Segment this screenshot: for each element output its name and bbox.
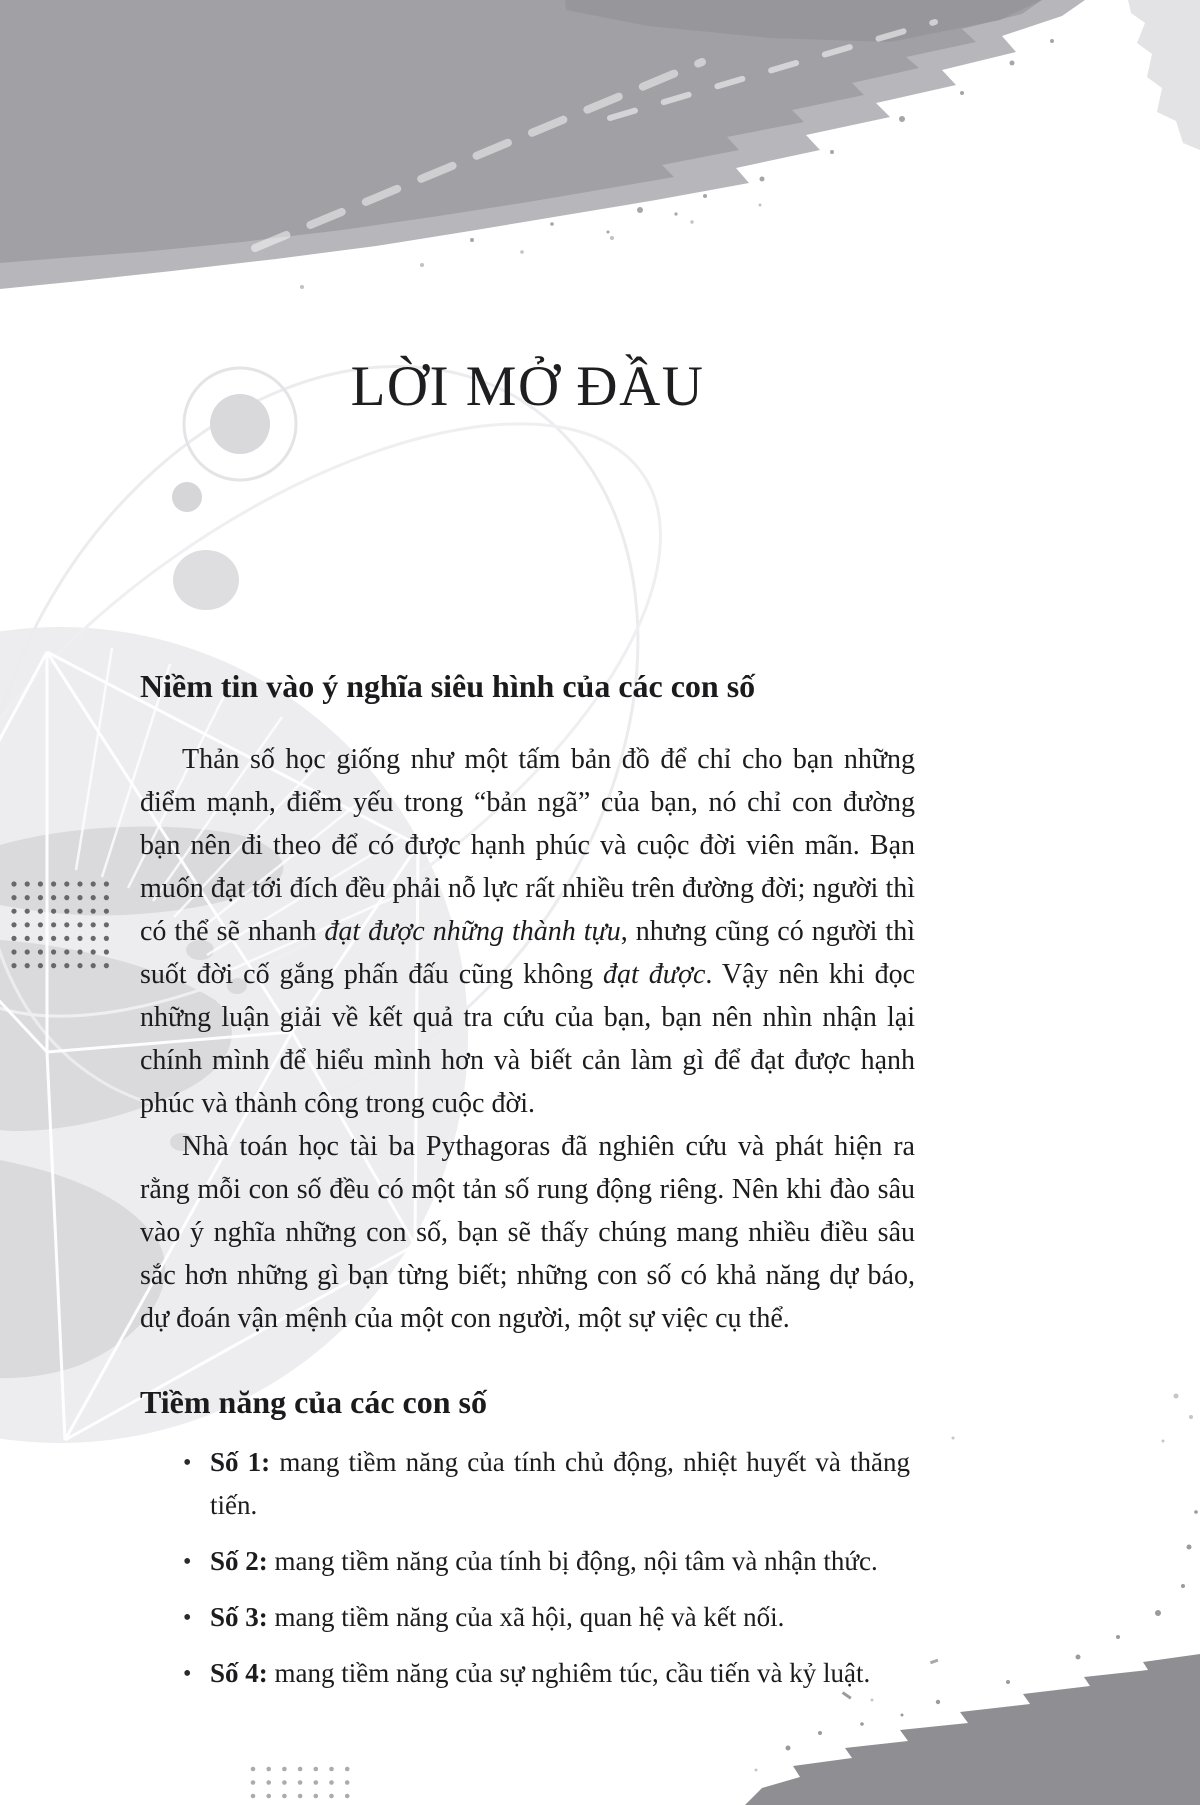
bullet-icon: • bbox=[183, 1661, 192, 1687]
paragraph-2: Nhà toán học tài ba Pythagoras đã nghiên cứu và phát hiện ra rằng mỗi con số đều có một tản số rung động riêng. Nên khi đào sâu vào ý nghĩa những con số, bạn sẽ thấy chúng mang nhiều điều sâu sắc hơn những gì bạn từng biết; những con số có khả năng dự báo, dự đoán vận mệnh của một con người, một sự việc cụ thể. bbox=[140, 1131, 915, 1334]
section-heading-belief: Niềm tin vào ý nghĩa siêu hình của các con số bbox=[140, 668, 756, 704]
dot-grid-bottom bbox=[251, 1767, 350, 1799]
page-content bbox=[140, 0, 915, 1708]
paragraph-1: Thản số học giống như một tấm bản đồ để chỉ cho bạn những điểm mạnh, điểm yếu trong “bản ngã” của bạn, nó chỉ con đường bạn nên đi theo để có được hạnh phúc và cuộc đời viên mãn. Bạn muốn đạt tới đích đều phải nỗ lực rất nhiều trên đường đời; người thì có thể sẽ nhanh đạt được những thành tựu, nhưng cũng có người thì suốt đời cố gắng phấn đấu cũng không đạt được. Vậy nên khi đọc những luận giải về kết quả tra cứu của bạn, bạn nên nhìn nhận lại chính mình để hiểu mình hơn và biết cản làm gì để đạt được hạnh phúc và thành công trong cuộc đời. bbox=[140, 744, 915, 1119]
number-label: Số 3: bbox=[210, 1602, 268, 1632]
section-heading-potential: Tiềm năng của các con số bbox=[140, 1384, 487, 1420]
number-potential-list bbox=[140, 1441, 910, 1695]
number-label: Số 1: bbox=[210, 1447, 271, 1477]
potential-item-3: • Số 3: mang tiềm năng của xã hội, quan hệ và kết nối. bbox=[210, 1596, 910, 1639]
potential-item-2: • Số 2: mang tiềm năng của tính bị động, nội tâm và nhận thức. bbox=[210, 1540, 910, 1583]
bullet-icon: • bbox=[183, 1605, 192, 1631]
page-title: LỜI MỞ ĐẦU bbox=[350, 355, 705, 418]
potential-item-4: • Số 4: mang tiềm năng của sự nghiêm túc, cầu tiến và kỷ luật. bbox=[210, 1652, 910, 1695]
number-label: Số 2: bbox=[210, 1546, 268, 1576]
bullet-icon: • bbox=[183, 1549, 192, 1575]
corner-shape-top-right bbox=[1128, 0, 1200, 150]
number-label: Số 4: bbox=[210, 1658, 268, 1688]
intro-paragraphs bbox=[140, 738, 915, 1340]
bullet-icon: • bbox=[183, 1450, 192, 1476]
potential-item-1: • Số 1: mang tiềm năng của tính chủ động, nhiệt huyết và thăng tiến. bbox=[210, 1441, 910, 1527]
